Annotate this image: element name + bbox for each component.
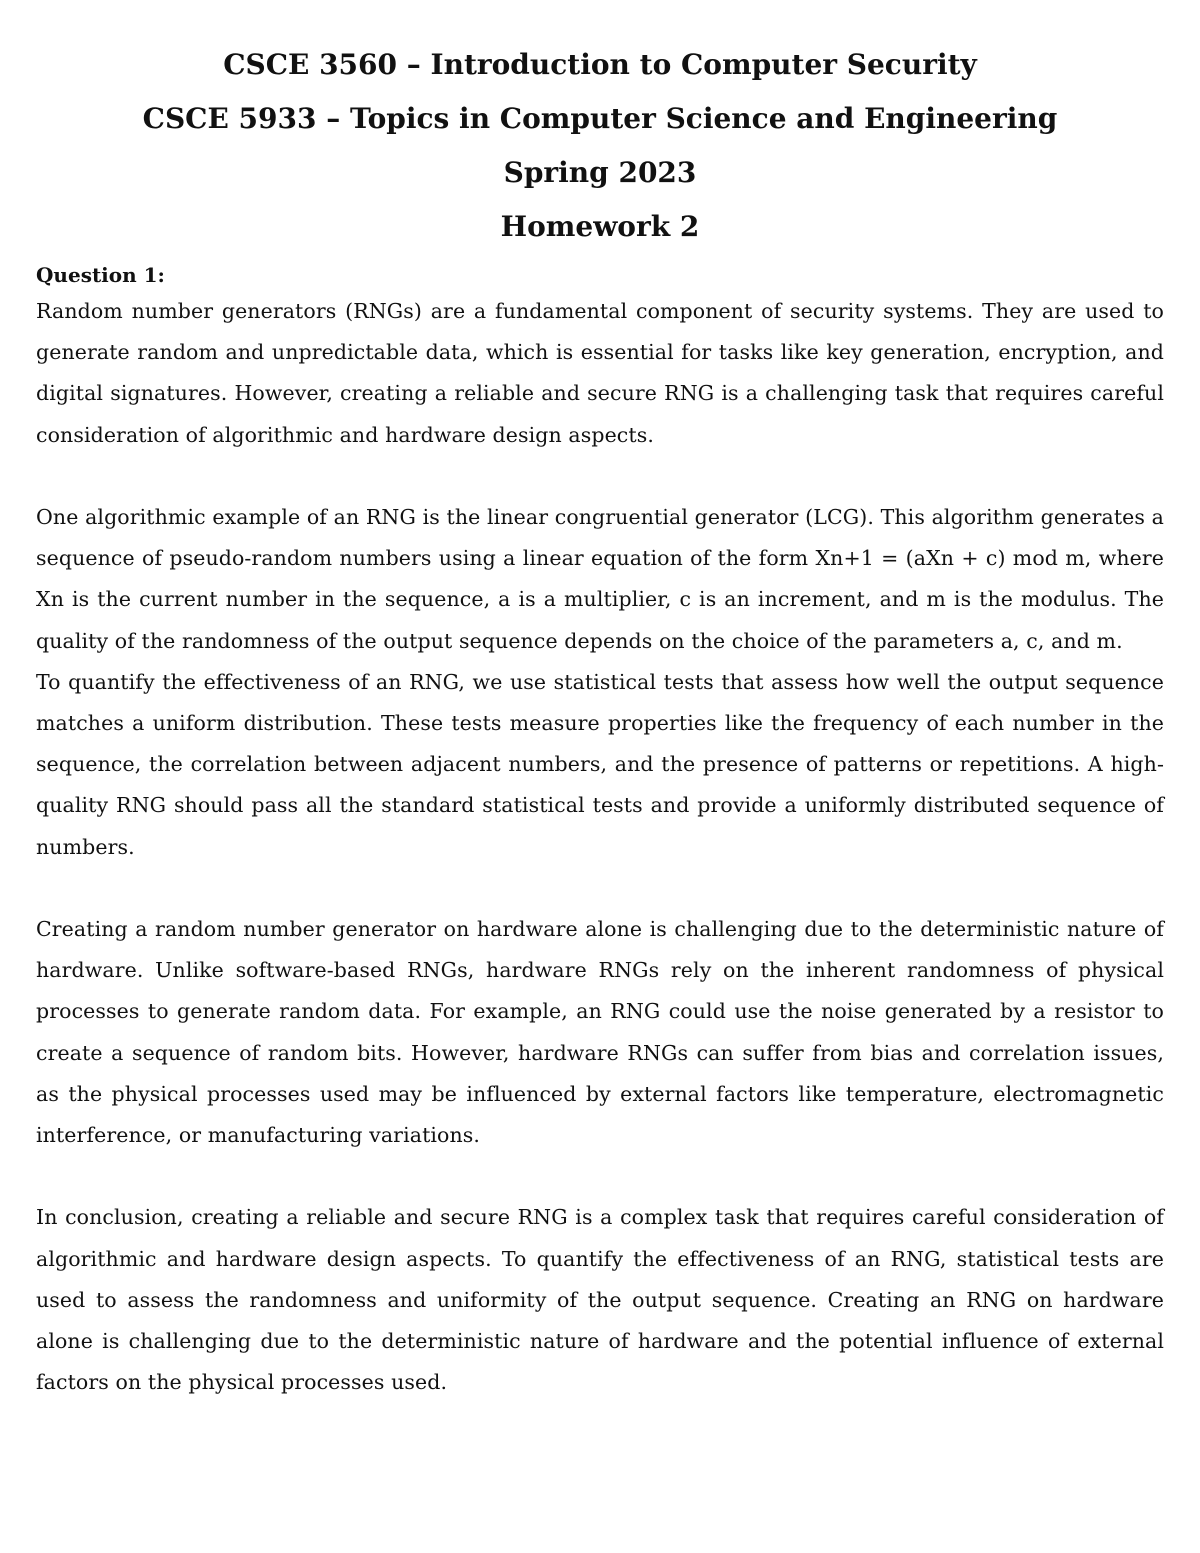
question-label: Question 1: [36, 263, 165, 287]
document-header [36, 38, 1164, 254]
paragraph-hardware-rng: Creating a random number generator on hardware alone is challenging due to the deterministic nature of hardware. Unlike software-based RNGs, hardware RNGs rely on the inherent randomness of physical processes to generate random data. For example, an RNG could use the noise generated by a resistor to create a sequence of random bits. However, hardware RNGs can suffer from bias and correlation issues, as the physical processes used may be influenced by external factors like temperature, electromagnetic interference, or manufacturing variations. [36, 917, 1164, 1148]
homework-title: Homework 2 [500, 210, 700, 243]
paragraph-intro: Random number generators (RNGs) are a fundamental component of security systems. They are used to generate random and unpredictable data, which is essential for tasks like key generation, encryption, and digital signatures. However, creating a reliable and secure RNG is a challenging task that requires careful consideration of algorithmic and hardware design aspects. [36, 299, 1164, 447]
paragraph-lcg: One algorithmic example of an RNG is the linear congruential generator (LCG). This algorithm generates a sequence of pseudo-random numbers using a linear equation of the form Xn+1 = (aXn + c) mod m, where Xn is the current number in the sequence, a is a multiplier, c is an increment, and m is the modulus. The quality of the randomness of the output sequence depends on the choice of the parameters a, c, and m. [36, 505, 1164, 653]
course-title-3560: CSCE 3560 – Introduction to Computer Security [223, 48, 977, 81]
paragraph-statistical-tests: To quantify the effectiveness of an RNG, we use statistical tests that assess how well the output sequence matches a uniform distribution. These tests measure properties like the frequency of each number in the sequence, the correlation between adjacent numbers, and the presence of patterns or repetitions. A high-quality RNG should pass all the standard statistical tests and provide a uniformly distributed sequence of numbers. [36, 669, 1164, 859]
course-title-5933: CSCE 5933 – Topics in Computer Science and Engineering [142, 102, 1058, 135]
paragraph-conclusion: In conclusion, creating a reliable and secure RNG is a complex task that requires careful consideration of algorithmic and hardware design aspects. To quantify the effectiveness of an RNG, statistical tests are used to assess the randomness and uniformity of the output sequence. Creating an RNG on hardware alone is challenging due to the deterministic nature of hardware and the potential influence of external factors on the physical processes used. [36, 1205, 1164, 1395]
term-label: Spring 2023 [503, 156, 697, 189]
